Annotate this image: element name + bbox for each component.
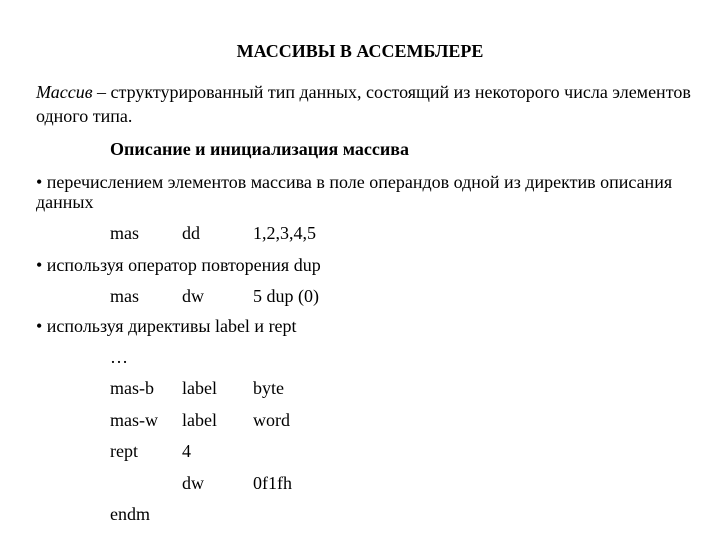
code-directive: dw xyxy=(182,286,204,306)
code-directive: label xyxy=(182,378,217,398)
code-operand: byte xyxy=(253,378,284,398)
definition-paragraph xyxy=(36,80,696,128)
code-label: mas xyxy=(110,286,139,306)
code-label: mas-w xyxy=(110,410,158,430)
code-directive: 4 xyxy=(182,441,191,461)
code-label: … xyxy=(110,347,128,367)
section-subtitle: Описание и инициализация массива xyxy=(110,139,409,159)
code-directive: dw xyxy=(182,473,204,493)
definition-text: – структурированный тип данных, состоящий из некоторого числа элементов одного типа. xyxy=(36,82,691,126)
code-operand: 1,2,3,4,5 xyxy=(253,223,316,243)
code-directive: dd xyxy=(182,223,200,243)
code-label: mas-b xyxy=(110,378,154,398)
code-operand: 5 dup (0) xyxy=(253,286,319,306)
code-directive: label xyxy=(182,410,217,430)
bullet-label-rept: • используя директивы label и rept xyxy=(36,316,297,336)
code-label: mas xyxy=(110,223,139,243)
code-operand: 0f1fh xyxy=(253,473,292,493)
code-label: endm xyxy=(110,504,150,524)
definition-term: Массив xyxy=(36,82,93,102)
page-title: МАССИВЫ В АССЕМБЛЕРЕ xyxy=(236,41,484,61)
bullet-enumeration: • перечислением элементов массива в поле операндов одной из директив описания данных xyxy=(36,172,673,212)
bullet-dup: • используя оператор повторения dup xyxy=(36,255,321,275)
code-operand: word xyxy=(253,410,290,430)
code-label: rept xyxy=(110,441,138,461)
